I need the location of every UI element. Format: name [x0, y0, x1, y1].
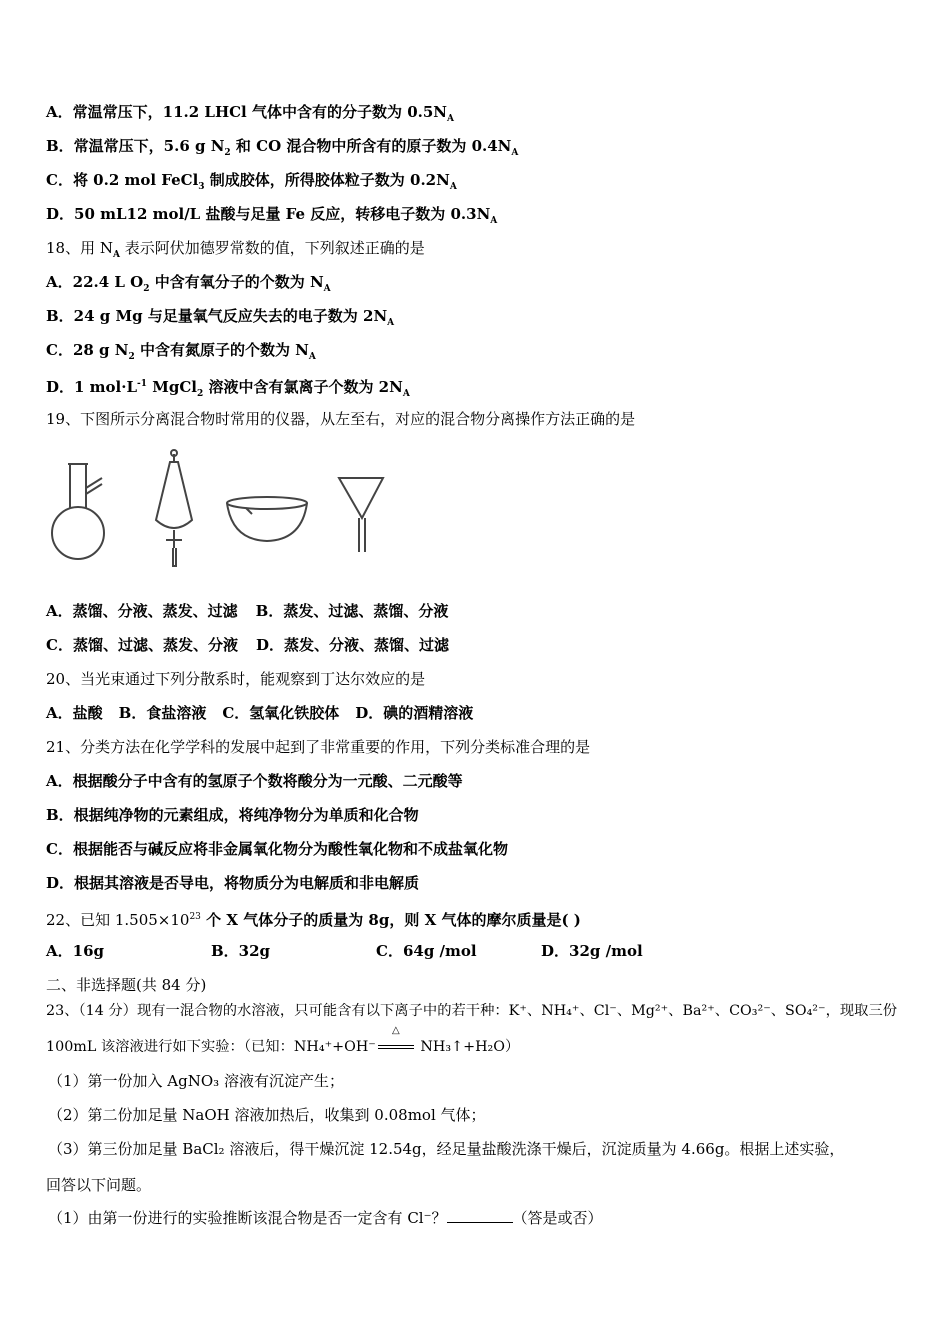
q17-option-a: A．常温常压下，11.2 LHCl 气体中含有的分子数为 $0.5N_A$ [46, 103, 454, 124]
q17-option-d: D．50 mL12 mol/L 盐酸与足量 Fe 反应，转移电子数为 $0.3N_A$ [46, 205, 498, 226]
q21-option-c: C．根据能否与碱反应将非金属氧化物分为酸性氧化物和不成盐氧化物 [46, 840, 508, 858]
q21-option-a: A．根据酸分子中含有的氢原子个数将酸分为一元酸、二元酸等 [46, 772, 463, 790]
answer-blank[interactable] [447, 1208, 513, 1223]
q20-options: A．盐酸 B．食盐溶液 C．氢氧化铁胶体 D．碘的酒精溶液 [46, 704, 474, 722]
q18-option-c: C．28 g $N_2$ 中含有氮原子的个数为 $N_A$ [46, 341, 316, 362]
distillation-flask-icon [52, 464, 104, 559]
q18-option-d: D．1 $mol\cdot L^{-1}$ MgCl$_2$ 溶液中含有氯离子个数为 $2N_A$ [46, 378, 410, 399]
q22-stem: 22、已知 $1.505\times 10^{23}$ 个 X 气体分子的质量为 8g，则 X 气体的摩尔质量是( ) [46, 911, 581, 929]
q18-option-a: A．22.4 L $O_2$ 中含有氧分子的个数为 $N_A$ [46, 273, 331, 294]
q19-options-row2: C．蒸馏、过滤、蒸发、分液 D．蒸发、分液、蒸馏、过滤 [46, 636, 449, 654]
q21-option-d: D．根据其溶液是否导电，将物质分为电解质和非电解质 [46, 874, 420, 892]
q18-stem: 18、用 $N_A$ 表示阿伏加德罗常数的值，下列叙述正确的是 [46, 239, 425, 260]
q23-step3-continued: 回答以下问题。 [46, 1176, 152, 1194]
q23-step3: （3）第三份加足量 BaCl₂ 溶液后，得干燥沉淀 12.54g，经足量盐酸洗涤干燥后，沉淀质量为 4.66g。根据上述实验， [48, 1140, 845, 1158]
q23-step1: （1）第一份加入 AgNO₃ 溶液有沉淀产生； [48, 1072, 344, 1090]
evaporating-dish-icon [227, 497, 307, 541]
q17-option-b: B．常温常压下，5.6 g $N_2$ 和 CO 混合物中所含有的原子数为 $0.4N_A$ [46, 137, 519, 158]
separatory-funnel-icon [156, 450, 192, 566]
q21-option-b: B．根据纯净物的元素组成，将纯净物分为单质和化合物 [46, 806, 419, 824]
q22-options: A．16g B．32g C．64g /mol D．32g /mol [46, 942, 643, 960]
q17-option-c: C．将 0.2 mol FeCl$_3$ 制成胶体，所得胶体粒子数为 $0.2N_A$ [46, 171, 457, 192]
q18-option-b: B．24 g Mg 与足量氧气反应失去的电子数为 $2N_A$ [46, 307, 395, 328]
q23-stem-line2: 100mL 该溶液进行如下实验：（已知：NH₄⁺+OH⁻ △ NH₃↑+H₂O） [46, 1025, 520, 1055]
q23-question1: （1）由第一份进行的实验推断该混合物是否一定含有 Cl⁻？ （答是或否） [48, 1209, 603, 1227]
lab-apparatus-figure [46, 448, 391, 573]
section-heading: 二、非选择题(共 84 分) [46, 976, 207, 994]
q20-stem: 20、当光束通过下列分散系时，能观察到丁达尔效应的是 [46, 670, 426, 688]
funnel-icon [339, 478, 383, 552]
q19-options-row1: A．蒸馏、分液、蒸发、过滤 B．蒸发、过滤、蒸馏、分液 [46, 602, 449, 620]
q23-step2: （2）第二份加足量 NaOH 溶液加热后，收集到 0.08mol 气体； [48, 1106, 486, 1124]
heat-symbol: △ [392, 1025, 400, 1036]
q21-stem: 21、分类方法在化学学科的发展中起到了非常重要的作用，下列分类标准合理的是 [46, 738, 591, 756]
q19-stem: 19、下图所示分离混合物时常用的仪器，从左至右，对应的混合物分离操作方法正确的是 [46, 410, 636, 428]
q23-stem-line1: 23、（14 分）现有一混合物的水溶液，只可能含有以下离子中的若干种：K⁺、NH₄⁺、Cl⁻、Mg²⁺、Ba²⁺、CO₃²⁻、SO₄²⁻，现取三份 [46, 1003, 898, 1019]
